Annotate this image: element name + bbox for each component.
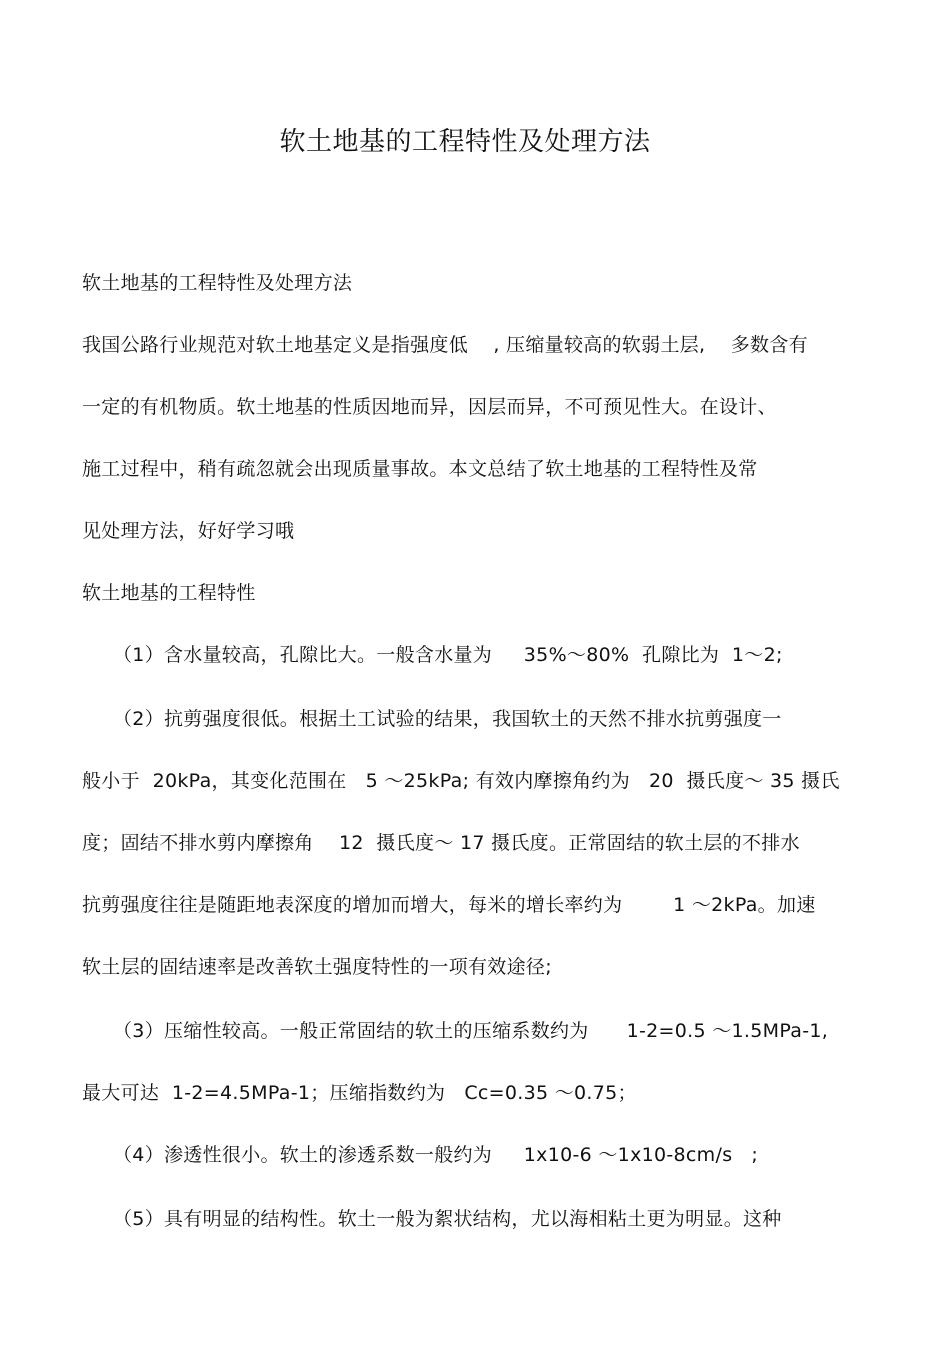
list-item: （1）含水量较高，孔隙比大。一般含水量为 35%～80% 孔隙比为 1～2; [113,644,783,666]
paragraph-line: 我国公路行业规范对软土地基定义是指强度低 , 压缩量较高的软弱土层, 多数含有 [82,334,808,356]
paragraph-line: 抗剪强度往往是随距地表深度的增加而增大，每米的增长率约为 1 ～2kPa。加速 [82,894,816,916]
list-item: （5）具有明显的结构性。软土一般为絮状结构，尤以海相粘土更为明显。这种 [113,1208,782,1230]
section-heading: 软土地基的工程特性 [82,582,256,604]
list-item: （3）压缩性较高。一般正常固结的软土的压缩系数约为 1-2=0.5 ～1.5MPa-1, [113,1020,829,1042]
section-heading: 软土地基的工程特性及处理方法 [82,272,353,294]
paragraph-line: 见处理方法，好好学习哦 [82,520,295,542]
paragraph-line: 最大可达 1-2=4.5MPa-1；压缩指数约为 Cc=0.35 ～0.75； [82,1082,637,1104]
document-title: 软土地基的工程特性及处理方法 [279,127,651,157]
paragraph-line: 般小于 20kPa，其变化范围在 5 ～25kPa; 有效内摩擦角约为 20 摄氏度～ 35 摄氏 [82,770,840,792]
paragraph-line: 软土层的固结速率是改善软土强度特性的一项有效途径; [82,956,552,978]
list-item: （2）抗剪强度很低。根据土工试验的结果，我国软土的天然不排水抗剪强度一 [113,708,782,730]
paragraph-line: 一定的有机物质。软土地基的性质因地而异，因层而异，不可预见性大。在设计、 [82,396,777,418]
paragraph-line: 度；固结不排水剪内摩擦角 12 摄氏度～ 17 摄氏度。正常固结的软土层的不排水 [82,832,800,854]
list-item: （4）渗透性很小。软土的渗透系数一般约为 1x10-6 ～1x10-8cm/s ; [113,1144,759,1166]
paragraph-line: 施工过程中，稍有疏忽就会出现质量事故。本文总结了软土地基的工程特性及常 [82,458,758,480]
